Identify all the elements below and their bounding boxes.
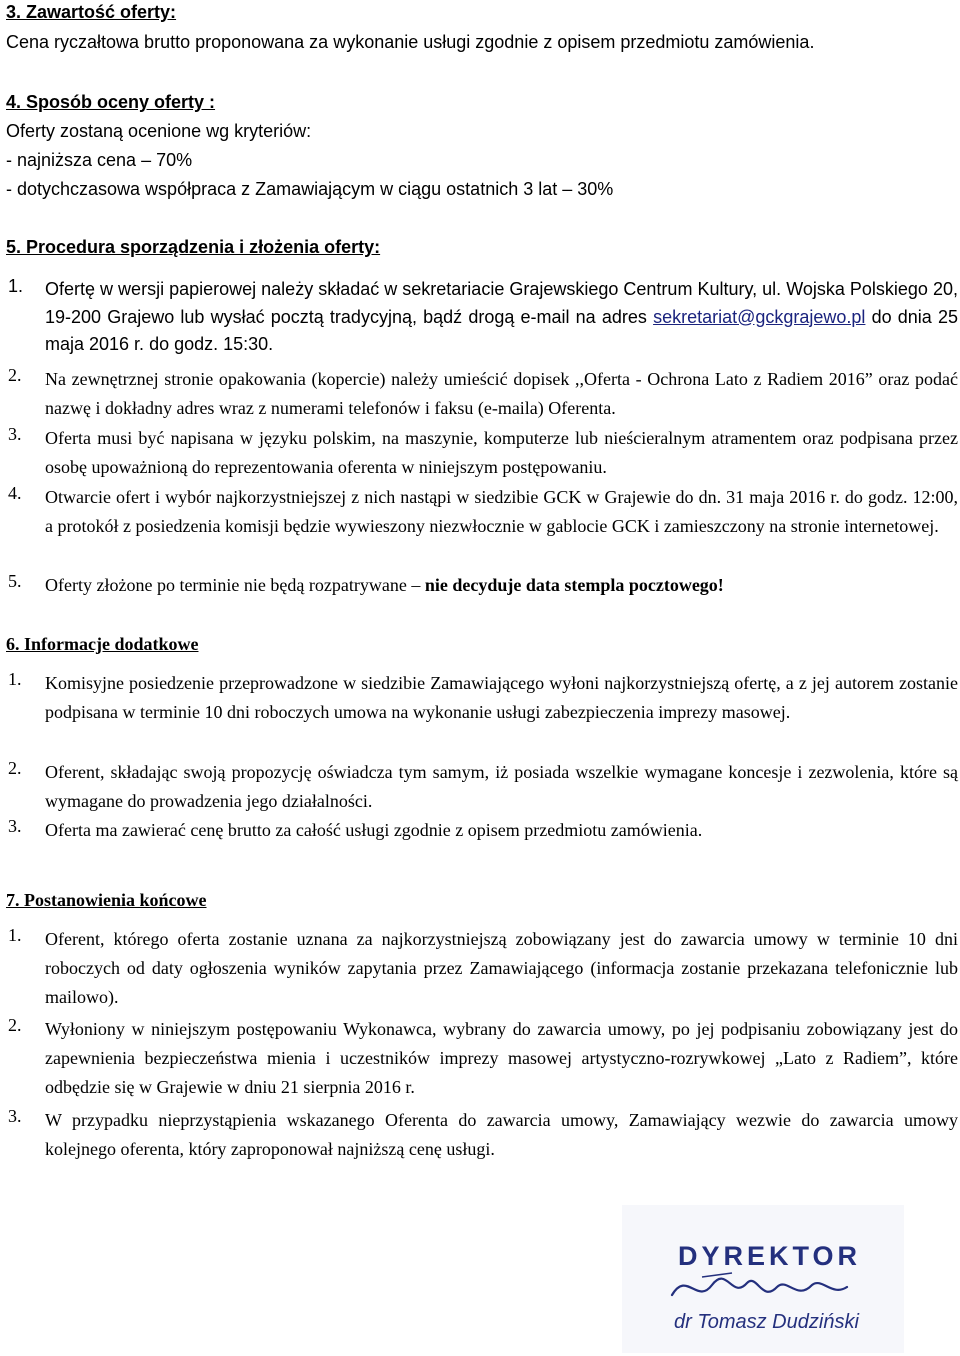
s5-item-1 bbox=[8, 276, 958, 359]
list-number: 1. bbox=[8, 669, 22, 689]
s7-item-3 bbox=[8, 1106, 958, 1164]
list-number: 3. bbox=[8, 816, 22, 836]
section-6-heading: 6. Informacje dodatkowe bbox=[6, 634, 199, 654]
list-number: 4. bbox=[8, 483, 22, 503]
list-number: 2. bbox=[8, 1015, 22, 1035]
s5-item-2 bbox=[8, 365, 958, 423]
s7-item-2-text: Wyłoniony w niniejszym postępowaniu Wykonawca, wybrany do zawarcia umowy, po jej podpisaniu zobowiązany jest do zapewnienia bezpieczeństwa mienia i uczestników imprezy masowej artystyczno-rozrywkowej „Lato z Radiem”, które odbędzie się w Grajewie w dniu 21 sierpnia 2016 r. bbox=[45, 1019, 958, 1097]
section-5-heading: 5. Procedura sporządzenia i złożenia oferty: bbox=[6, 237, 381, 257]
s6-item-3-text: Oferta ma zawierać cenę brutto za całość usługi zgodnie z opisem przedmiotu zamówienia. bbox=[45, 820, 703, 840]
s7-item-2 bbox=[8, 1015, 958, 1102]
s5-item-3 bbox=[8, 424, 958, 482]
section-3-text: Cena ryczałtowa brutto proponowana za wykonanie usługi zgodnie z opisem przedmiotu zamówienia. bbox=[6, 32, 815, 52]
s6-item-3 bbox=[8, 816, 958, 845]
s5-item-2-text: Na zewnętrznej stronie opakowania (kopercie) należy umieścić dopisek ,,Oferta - Ochrona Lato z Radiem 2016” oraz podać nazwę i dokładny adres wraz z numerami telefonów i faksu (e-maila) Oferenta. bbox=[45, 369, 958, 418]
s5-item-1-text: Ofertę w wersji papierowej należy składać w sekretariacie Grajewskiego Centrum Kultury, ul. Wojska Polskiego 20, 19-200 Grajewo lub wysłać pocztą tradycyjną, bądź drogą e-mail na adres bbox=[45, 279, 958, 327]
list-number: 3. bbox=[8, 1106, 22, 1126]
s5-item-5 bbox=[8, 571, 958, 600]
email-link[interactable]: sekretariat@gckgrajewo.pl bbox=[653, 306, 866, 327]
list-number: 1. bbox=[8, 925, 22, 945]
s6-item-2 bbox=[8, 758, 958, 816]
list-number: 5. bbox=[8, 571, 22, 591]
stamp-title: DYREKTOR bbox=[678, 1241, 862, 1271]
s7-item-3-text: W przypadku nieprzystąpienia wskazanego Oferenta do zawarcia umowy, Zamawiający wezwie do zawarcia umowy kolejnego oferenta, który zaproponował najniższą cenę usługi. bbox=[45, 1110, 958, 1159]
criterion-cooperation: - dotychczasowa współpraca z Zamawiającym w ciągu ostatnich 3 lat – 30% bbox=[6, 179, 614, 199]
s6-item-1-text: Komisyjne posiedzenie przeprowadzone w siedzibie Zamawiającego wyłoni najkorzystniejszą ofertę, a z jej autorem zostanie podpisana w terminie 10 dni roboczych umowa na wykonanie usługi zabezpieczenia imprezy masowej. bbox=[45, 673, 958, 722]
s7-item-1 bbox=[8, 925, 958, 1012]
s5-item-3-text: Oferta musi być napisana w języku polskim, na maszynie, komputerze lub nieścieralnym atramentem oraz podpisana przez osobę upoważnioną do reprezentowania oferenta w niniejszym postępowaniu. bbox=[45, 428, 958, 477]
s6-item-2-text: Oferent, składając swoją propozycję oświadcza tym samym, iż posiada wszelkie wymagane koncesje i zezwolenia, które są wymagane do prowadzenia jego działalności. bbox=[45, 762, 958, 811]
list-number: 1. bbox=[8, 276, 24, 296]
section-7-heading: 7. Postanowienia końcowe bbox=[6, 890, 207, 910]
s5-item-4-text: Otwarcie ofert i wybór najkorzystniejszej z nich nastąpi w siedzibie GCK w Grajewie do dn. 31 maja 2016 r. do godz. 12:00, a protokół z posiedzenia komisji będzie wywieszony niezwłocznie w gablocie GCK i zamieszczony na stronie internetowej. bbox=[45, 487, 958, 536]
s5-item-1-deadline: do dnia 25 maja 2016 r. do godz. 15:30. bbox=[45, 306, 959, 354]
list-number: 2. bbox=[8, 758, 22, 778]
list-number: 2. bbox=[8, 365, 22, 385]
criterion-price: - najniższa cena – 70% bbox=[6, 150, 193, 170]
director-stamp bbox=[622, 1205, 904, 1353]
s5-item-4 bbox=[8, 483, 958, 541]
section-4-intro: Oferty zostaną ocenione wg kryteriów: bbox=[6, 121, 312, 141]
stamp-name: dr Tomasz Dudziński bbox=[674, 1311, 859, 1333]
section-3-heading: 3. Zawartość oferty: bbox=[6, 2, 177, 22]
s5-item-5-text: Oferty złożone po terminie nie będą rozpatrywane – bbox=[45, 575, 421, 595]
s6-item-1 bbox=[8, 669, 958, 727]
list-number: 3. bbox=[8, 424, 22, 444]
handwritten-signature bbox=[662, 1265, 882, 1315]
postmark-warning: nie decyduje data stempla pocztowego! bbox=[424, 575, 724, 595]
s7-item-1-text: Oferent, którego oferta zostanie uznana za najkorzystniejszą zobowiązany jest do zawarcia umowy w terminie 10 dni roboczych od daty ogłoszenia wyników zapytania przez Zamawiającego (informacja zostanie przekazana telefonicznie lub mailowo). bbox=[45, 929, 958, 1007]
section-4-heading: 4. Sposób oceny oferty : bbox=[6, 92, 216, 112]
